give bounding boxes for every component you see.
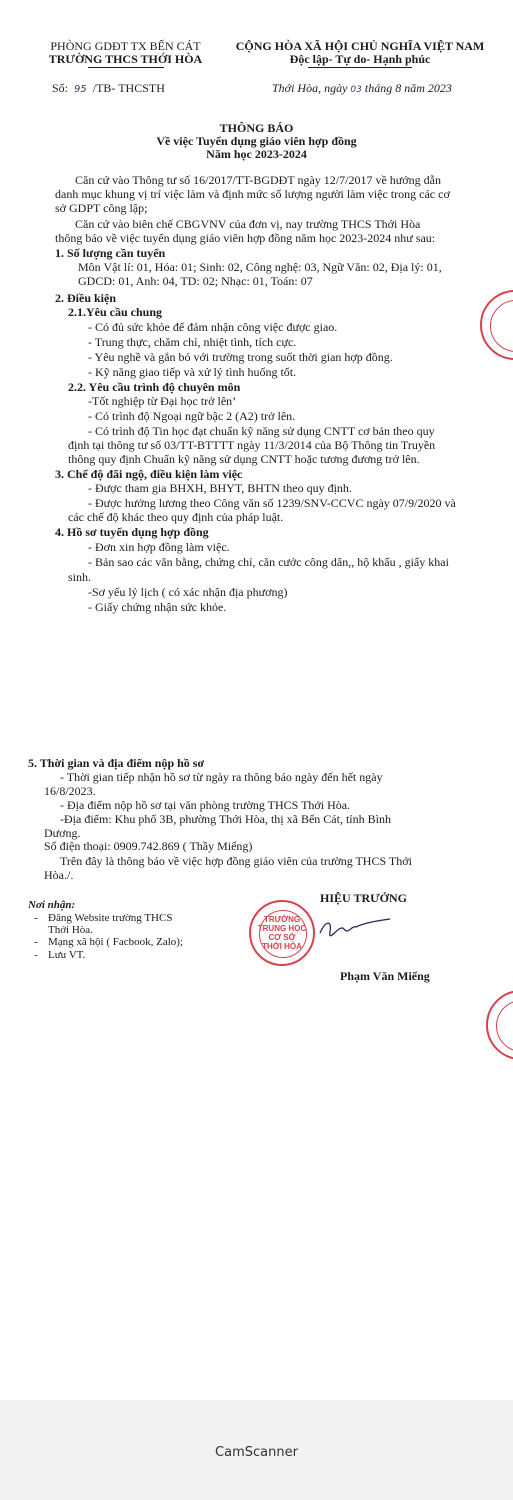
recipient-bullet: -: [34, 912, 38, 924]
recipient-bullet: -: [34, 949, 38, 961]
section-5-line: -Địa điểm: Khu phố 3B, phường Thới Hòa, thị xã Bến Cát, tỉnh Bình: [60, 812, 391, 826]
reference-number: [52, 82, 165, 95]
seal-line: CƠ SỞ: [268, 933, 296, 942]
recipient-bullet: -: [34, 936, 38, 948]
closing-line: Hòa./.: [44, 868, 74, 882]
date-prefix: Thới Hòa, ngày: [272, 81, 348, 95]
intro-line: danh mục khung vị trí việc làm và định mức số lượng người làm việc trong các cơ: [55, 187, 450, 201]
section-2-1-title: 2.1.Yêu cầu chung: [68, 305, 163, 319]
section-2-2-line: - Có trình độ Tin học đạt chuẩn kỹ năng sử dụng CNTT cơ bản theo quy: [88, 424, 435, 438]
intro-line: Căn cứ vào Thông tư số 16/2017/TT-BGDĐT ngày 12/7/2017 về hướng dẫn: [75, 173, 441, 187]
section-4-line: sinh.: [68, 570, 92, 584]
section-3-line: các chế độ khác theo quy định của pháp luật.: [68, 510, 284, 524]
section-1-line: Môn Vật lí: 01, Hóa: 01; Sinh: 02, Công nghệ: 03, Ngữ Văn: 02, Địa lý: 01,: [78, 260, 442, 274]
section-1-line: GDCD: 01, Anh: 04, TD: 02; Nhạc: 01, Toán: 07: [78, 274, 313, 288]
school-underline: [88, 67, 164, 68]
signer-role: HIỆU TRƯỞNG: [320, 891, 408, 905]
section-4-title: 4. Hồ sơ tuyển dụng hợp đồng: [55, 525, 209, 539]
issue-date: [272, 82, 452, 95]
section-3-line: - Được hưởng lương theo Công văn số 1239/SNV-CCVC ngày 07/9/2020 và: [88, 496, 456, 510]
section-5-line: 16/8/2023.: [44, 784, 96, 798]
ref-prefix: Số:: [52, 81, 69, 95]
doc-title: THÔNG BÁO: [219, 121, 294, 135]
section-2-1-line: - Trung thực, chăm chỉ, nhiệt tình, tích cực.: [88, 335, 297, 349]
handwritten-signature-icon: [318, 915, 393, 940]
doc-subject: Về việc Tuyển dụng giáo viên hợp đồng: [156, 134, 357, 148]
school-name: TRƯỜNG THCS THỚI HÒA: [48, 52, 203, 66]
intro-line: sở GDPT công lập;: [55, 201, 148, 215]
seal-line: TRƯỜNG: [263, 915, 301, 924]
section-5-line: - Thời gian tiếp nhận hồ sơ từ ngày ra thông báo ngày đến hết ngày: [60, 770, 383, 784]
section-2-2-line: - Có trình độ Ngoại ngữ bậc 2 (A2) trở lên.: [88, 409, 296, 423]
national-motto: Độc lập- Tự do- Hạnh phúc: [289, 52, 431, 66]
motto-underline: [308, 67, 412, 68]
recipient-item: Mạng xã hội ( Facbook, Zalo);: [48, 936, 184, 948]
section-2-2-line: thông quy định Chuẩn kỹ năng sử dụng CNTT hoặc tương đương trở lên.: [68, 452, 420, 466]
date-handwritten-day: 03: [350, 85, 362, 95]
recipient-item: Đăng Website trường THCS: [48, 912, 173, 924]
ref-suffix: /TB- THCSTH: [92, 81, 165, 95]
date-suffix: tháng 8 năm 2023: [364, 81, 452, 95]
seal-line: TRUNG HỌC: [257, 924, 307, 933]
recipients-title: Nơi nhận:: [28, 899, 76, 911]
intro-line: thông báo về việc tuyển dụng giáo viên hợp đồng năm học 2023-2024 như sau:: [55, 231, 436, 245]
country-name: CỘNG HÒA XÃ HỘI CHỦ NGHĨA VIỆT NAM: [235, 39, 485, 53]
section-4-line: - Đơn xin hợp đồng làm việc.: [88, 540, 230, 554]
section-3-line: - Được tham gia BHXH, BHYT, BHTN theo quy định.: [88, 481, 352, 495]
section-2-1-line: - Kỹ năng giao tiếp và xử lý tình huống tốt.: [88, 365, 297, 379]
closing-line: Trên đây là thông báo về việc hợp đồng giáo viên của trường THCS Thới: [60, 854, 412, 868]
section-3-title: 3. Chế độ đãi ngộ, điều kiện làm việc: [55, 467, 243, 481]
doc-school-year: Năm học 2023-2024: [206, 147, 307, 161]
section-2-2-line: -Tốt nghiệp từ Đại học trở lên’: [88, 394, 237, 408]
section-2-2-line: định tại thông tư số 03/TT-BTTTT ngày 11/3/2014 của Bộ Thông tin Truyền: [68, 438, 436, 452]
intro-line: Căn cứ vào biên chế CBGVNV của đơn vị, nay trường THCS Thới Hòa: [75, 217, 421, 231]
scanner-footer: [0, 1400, 513, 1500]
section-5-line: - Địa điểm nộp hồ sơ tại văn phòng trường THCS Thới Hòa.: [60, 798, 351, 812]
section-4-line: - Bản sao các văn bằng, chứng chỉ, căn cước công dân,, hộ khẩu , giấy khai: [88, 555, 449, 569]
camscanner-watermark: CamScanner: [215, 1445, 298, 1460]
section-5-title: 5. Thời gian và địa điểm nộp hồ sơ: [28, 756, 205, 770]
recipient-item: Lưu VT.: [48, 949, 86, 961]
section-2-2-title: 2.2. Yêu cầu trình độ chuyên môn: [68, 380, 241, 394]
seal-line: THỚI HÒA: [262, 942, 302, 951]
section-4-line: -Sơ yếu lý lịch ( có xác nhận địa phương): [88, 585, 288, 599]
section-2-1-line: - Có đủ sức khỏe để đảm nhận công việc được giao.: [88, 320, 338, 334]
section-5-line: Dương.: [44, 826, 81, 840]
recipient-item: Thới Hòa.: [48, 924, 93, 936]
ref-handwritten-number: 95: [74, 84, 87, 95]
signer-name: Phạm Văn Miếng: [340, 969, 430, 983]
section-5-line: Số điện thoại: 0909.742.869 ( Thầy Miếng): [44, 839, 253, 853]
edge-seal-upper: [480, 290, 513, 380]
section-4-line: - Giấy chứng nhận sức khỏe.: [88, 600, 227, 614]
section-2-title: 2. Điều kiện: [55, 291, 117, 305]
section-2-1-line: - Yêu nghề và gắn bó với trường trong suốt thời gian hợp đồng.: [88, 350, 393, 364]
edge-seal-lower: [486, 990, 513, 1080]
agency-name: PHÒNG GDĐT TX BẾN CÁT: [50, 39, 201, 53]
section-1-title: 1. Số lượng cần tuyển: [55, 246, 166, 260]
school-seal: [249, 900, 315, 966]
